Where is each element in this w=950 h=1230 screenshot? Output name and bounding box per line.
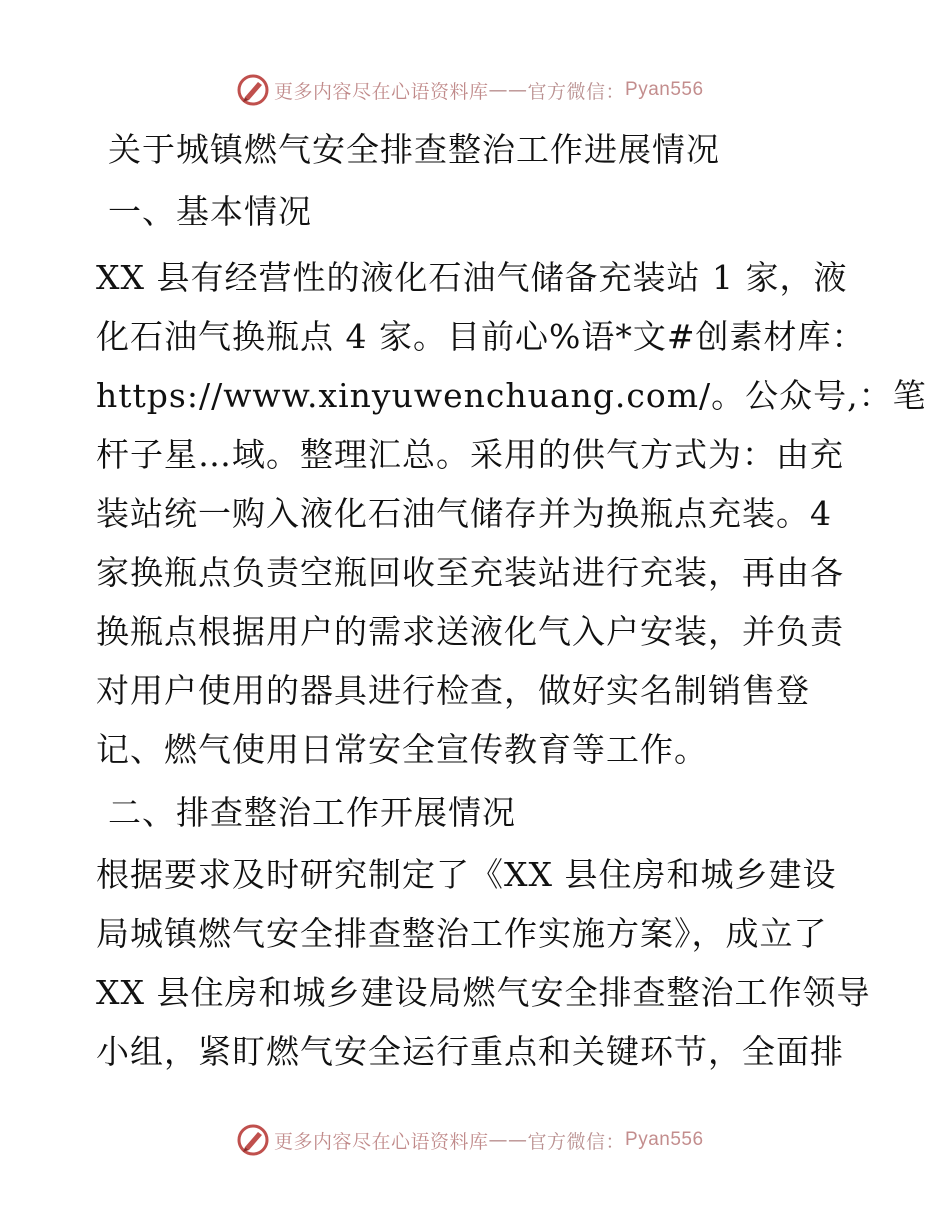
watermark-id: Pyan556 bbox=[625, 79, 704, 100]
pen-logo-icon bbox=[236, 73, 270, 107]
paragraph-line: 化石油气换瓶点 4 家。目前心%语*文#创素材库： bbox=[96, 317, 866, 356]
watermark-label: 官方微信： bbox=[527, 1130, 626, 1153]
paragraph-line: 小组，紧盯燃气安全运行重点和关键环节，全面排 bbox=[96, 1032, 844, 1071]
pen-logo-icon bbox=[236, 1123, 270, 1157]
section1-heading: 一、基本情况 bbox=[108, 192, 312, 231]
paragraph-line: https://www.xinyuwenchuang.com/。公众号,：笔 bbox=[96, 376, 927, 415]
paragraph-line: 杆子星…域。整理汇总。采用的供气方式为：由充 bbox=[96, 435, 844, 474]
section2-heading: 二、排查整治工作开展情况 bbox=[108, 793, 516, 832]
document-body bbox=[96, 122, 927, 1081]
paragraph-line: 对用户使用的器具进行检查，做好实名制销售登 bbox=[96, 671, 810, 710]
paragraph-line: XX 县住房和城乡建设局燃气安全排查整治工作领导 bbox=[96, 973, 871, 1012]
watermark-text: 更多内容尽在心语资料库 bbox=[274, 80, 489, 103]
watermark-label: 官方微信： bbox=[527, 80, 626, 103]
section1-paragraph bbox=[96, 248, 927, 779]
paragraph-line: XX 县有经营性的液化石油气储备充装站 1 家，液 bbox=[96, 258, 848, 297]
paragraph-line: 记、燃气使用日常安全宣传教育等工作。 bbox=[96, 730, 708, 769]
section2-paragraph bbox=[96, 845, 871, 1081]
paragraph-line: 局城镇燃气安全排查整治工作实施方案》，成立了 bbox=[96, 914, 828, 953]
paragraph-line: 换瓶点根据用户的需求送液化气入户安装，并负责 bbox=[96, 612, 844, 651]
watermark-dash: —— bbox=[488, 1129, 528, 1151]
document-title: 关于城镇燃气安全排查整治工作进展情况 bbox=[108, 130, 720, 169]
paragraph-line: 家换瓶点负责空瓶回收至充装站进行充装，再由各 bbox=[96, 553, 844, 592]
paragraph-line: 装站统一购入液化石油气储存并为换瓶点充装。4 bbox=[96, 494, 832, 533]
watermark-header bbox=[236, 73, 704, 107]
watermark-footer bbox=[236, 1123, 704, 1157]
watermark-dash: —— bbox=[488, 79, 528, 101]
paragraph-line: 根据要求及时研究制定了《XX 县住房和城乡建设 bbox=[96, 855, 837, 894]
watermark-id: Pyan556 bbox=[625, 1129, 704, 1150]
watermark-text: 更多内容尽在心语资料库 bbox=[274, 1130, 489, 1153]
